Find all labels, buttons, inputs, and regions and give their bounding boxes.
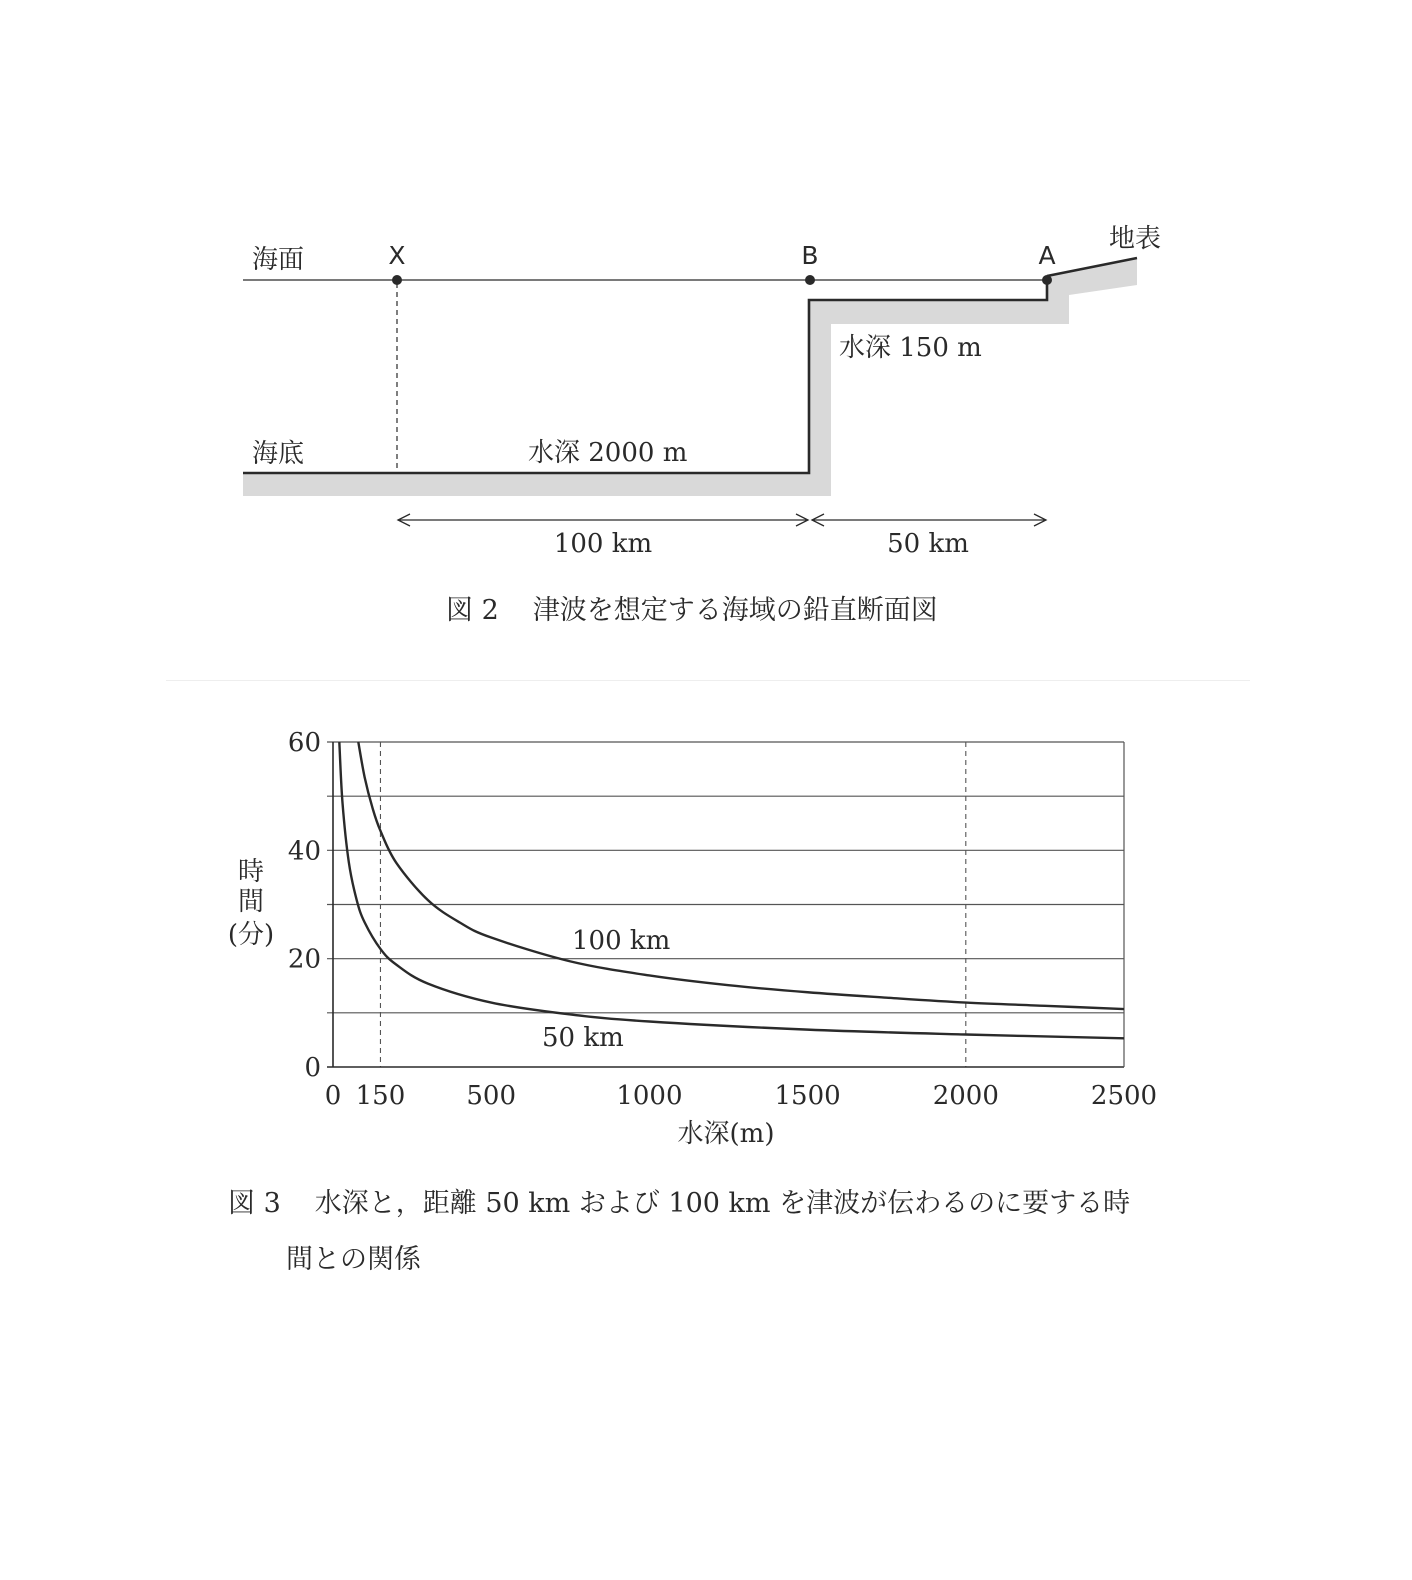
x-tick-label: 2500	[1090, 1081, 1158, 1111]
deep-depth-label: 水深 2000 m	[528, 438, 688, 468]
point-x-marker	[392, 275, 402, 285]
x-tick-label: 1500	[774, 1081, 841, 1111]
x-axis-label: 水深(m)	[677, 1119, 775, 1149]
y-axis-label-char-1: 時	[237, 857, 265, 887]
point-x-label: X	[388, 241, 406, 270]
point-a-marker	[1042, 275, 1052, 285]
figure3-caption-line1: 水深と，距離 50 km および 100 km を津波が伝わるのに要する時	[314, 1188, 1131, 1219]
distance-arrow-xb	[398, 514, 808, 526]
point-b-marker	[805, 275, 815, 285]
y-tick-label: 20	[287, 944, 321, 975]
sea-floor-label: 海底	[252, 439, 305, 469]
travel-time-chart	[0, 700, 1412, 1200]
y-tick-label: 40	[287, 836, 321, 867]
x-tick-label: 2000	[932, 1081, 999, 1111]
figure3-caption-line2: 間との関係	[286, 1244, 421, 1275]
y-axis-label-char-3: (分)	[227, 920, 275, 950]
section-divider	[166, 680, 1250, 681]
distance-ba-label: 50 km	[887, 529, 969, 559]
distance-xb-label: 100 km	[553, 529, 653, 559]
series-line-50km	[339, 742, 1124, 1038]
point-b-label: B	[801, 241, 819, 270]
x-tick-label: 500	[466, 1081, 517, 1111]
sea-surface-label: 海面	[252, 245, 305, 275]
series-line-100km	[358, 742, 1124, 1009]
x-tick-label: 0	[324, 1081, 342, 1111]
figure2-caption	[446, 588, 938, 627]
series-50km-label: 50 km	[542, 1023, 624, 1053]
figure3-caption-number: 図 3	[228, 1188, 281, 1219]
x-tick-label: 150	[355, 1081, 406, 1111]
shallow-depth-label: 水深 150 m	[839, 333, 982, 363]
series-100km-label: 100 km	[572, 926, 671, 956]
seabed-band	[243, 258, 1137, 496]
figure2-caption-text: 津波を想定する海域の鉛直断面図	[532, 595, 938, 626]
figure3-caption	[228, 1176, 1188, 1288]
y-tick-label: 60	[287, 728, 321, 758]
land-surface-label: 地表	[1109, 224, 1162, 254]
cross-section-diagram	[0, 0, 1412, 640]
y-axis-label-char-2: 間	[237, 887, 265, 917]
x-tick-label: 1000	[616, 1081, 683, 1111]
point-a-label: A	[1038, 241, 1056, 270]
y-tick-label: 0	[304, 1053, 321, 1083]
distance-arrow-ba	[812, 514, 1046, 526]
figure2-caption-number: 図 2	[446, 595, 499, 626]
